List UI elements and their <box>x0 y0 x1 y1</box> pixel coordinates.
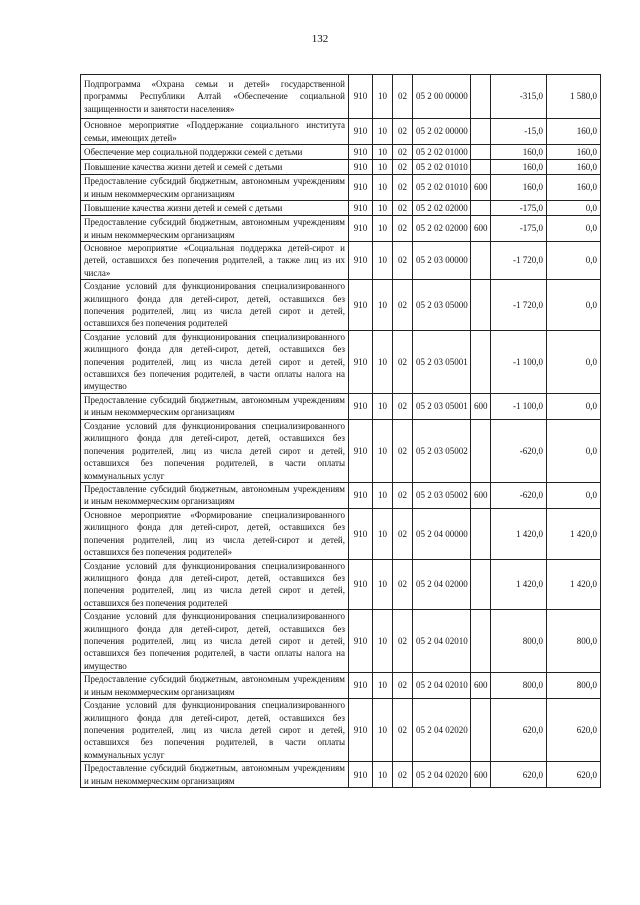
table-row <box>81 559 601 610</box>
row-sum2-cell: 1 420,0 <box>547 559 601 610</box>
row-gr-cell: 910 <box>349 419 373 482</box>
table-row <box>81 610 601 673</box>
row-vr-cell <box>471 610 491 673</box>
row-sum1-cell: 160,0 <box>491 175 547 201</box>
row-sum1-cell: -1 720,0 <box>491 242 547 280</box>
table-row <box>81 508 601 559</box>
row-name-cell: Предоставление субсидий бюджетным, автономным учреждениям и иным некоммерческим организациям <box>81 762 349 788</box>
table-row <box>81 242 601 280</box>
row-rz-cell: 10 <box>373 330 393 393</box>
row-vr-cell: 600 <box>471 393 491 419</box>
row-sum2-cell: 0,0 <box>547 482 601 508</box>
row-sum1-cell: -315,0 <box>491 75 547 119</box>
row-vr-cell: 600 <box>471 762 491 788</box>
row-sum1-cell: 160,0 <box>491 160 547 175</box>
row-pr-cell: 02 <box>393 201 413 216</box>
row-name-cell: Предоставление субсидий бюджетным, автономным учреждениям и иным некоммерческим организациям <box>81 175 349 201</box>
row-sum2-cell: 800,0 <box>547 673 601 699</box>
row-pr-cell: 02 <box>393 482 413 508</box>
row-csr-cell: 05 2 02 01010 <box>413 160 471 175</box>
table-row <box>81 280 601 331</box>
row-sum2-cell: 0,0 <box>547 393 601 419</box>
row-vr-cell <box>471 119 491 145</box>
row-vr-cell <box>471 201 491 216</box>
row-name-cell: Подпрограмма «Охрана семьи и детей» государственной программы Республики Алтай «Обеспечение социальной защищенности и занятости населения» <box>81 75 349 119</box>
row-name-cell: Создание условий для функционирования специализированного жилищного фонда для детей-сирот, детей, оставшихся без попечения родителей, лиц из числа детей сирот и детей, оставшихся без попечения родителей <box>81 280 349 331</box>
row-sum1-cell: -15,0 <box>491 119 547 145</box>
row-sum1-cell: -1 720,0 <box>491 280 547 331</box>
row-csr-cell: 05 2 02 00000 <box>413 119 471 145</box>
row-rz-cell: 10 <box>373 610 393 673</box>
row-rz-cell: 10 <box>373 145 393 160</box>
row-vr-cell: 600 <box>471 673 491 699</box>
row-name-cell: Создание условий для функционирования специализированного жилищного фонда для детей-сирот, детей, оставшихся без попечения родителей, лиц из числа детей сирот и детей, оставшихся без попечения родителей, в части оплаты коммунальных услуг <box>81 699 349 762</box>
row-rz-cell: 10 <box>373 160 393 175</box>
row-rz-cell: 10 <box>373 419 393 482</box>
row-sum2-cell: 160,0 <box>547 175 601 201</box>
row-csr-cell: 05 2 02 01000 <box>413 145 471 160</box>
table-row <box>81 482 601 508</box>
row-gr-cell: 910 <box>349 699 373 762</box>
row-name-cell: Предоставление субсидий бюджетным, автономным учреждениям и иным некоммерческим организациям <box>81 393 349 419</box>
row-csr-cell: 05 2 04 02000 <box>413 559 471 610</box>
table-row <box>81 216 601 242</box>
row-sum2-cell: 0,0 <box>547 419 601 482</box>
row-csr-cell: 05 2 03 05002 <box>413 482 471 508</box>
row-gr-cell: 910 <box>349 160 373 175</box>
row-vr-cell: 600 <box>471 175 491 201</box>
row-gr-cell: 910 <box>349 201 373 216</box>
row-sum2-cell: 800,0 <box>547 610 601 673</box>
row-csr-cell: 05 2 02 01010 <box>413 175 471 201</box>
row-csr-cell: 05 2 00 00000 <box>413 75 471 119</box>
row-pr-cell: 02 <box>393 393 413 419</box>
row-sum2-cell: 160,0 <box>547 145 601 160</box>
row-rz-cell: 10 <box>373 280 393 331</box>
row-rz-cell: 10 <box>373 175 393 201</box>
row-vr-cell <box>471 160 491 175</box>
row-rz-cell: 10 <box>373 762 393 788</box>
row-csr-cell: 05 2 04 02010 <box>413 673 471 699</box>
row-pr-cell: 02 <box>393 160 413 175</box>
row-vr-cell <box>471 145 491 160</box>
row-pr-cell: 02 <box>393 419 413 482</box>
table-row <box>81 75 601 119</box>
row-sum2-cell: 1 420,0 <box>547 508 601 559</box>
row-gr-cell: 910 <box>349 330 373 393</box>
row-csr-cell: 05 2 02 02000 <box>413 216 471 242</box>
table-row <box>81 762 601 788</box>
table-row <box>81 119 601 145</box>
row-csr-cell: 05 2 04 02020 <box>413 762 471 788</box>
table-row <box>81 330 601 393</box>
row-vr-cell <box>471 508 491 559</box>
table-row <box>81 673 601 699</box>
row-pr-cell: 02 <box>393 508 413 559</box>
row-gr-cell: 910 <box>349 482 373 508</box>
row-sum2-cell: 1 580,0 <box>547 75 601 119</box>
row-rz-cell: 10 <box>373 216 393 242</box>
row-csr-cell: 05 2 03 05002 <box>413 419 471 482</box>
row-gr-cell: 910 <box>349 216 373 242</box>
row-vr-cell <box>471 330 491 393</box>
row-name-cell: Повышение качества жизни детей и семей с детьми <box>81 160 349 175</box>
row-sum2-cell: 0,0 <box>547 201 601 216</box>
row-gr-cell: 910 <box>349 280 373 331</box>
row-pr-cell: 02 <box>393 119 413 145</box>
row-sum2-cell: 0,0 <box>547 330 601 393</box>
row-csr-cell: 05 2 03 05000 <box>413 280 471 331</box>
budget-table <box>80 74 601 788</box>
row-gr-cell: 910 <box>349 175 373 201</box>
row-gr-cell: 910 <box>349 559 373 610</box>
row-pr-cell: 02 <box>393 75 413 119</box>
row-sum1-cell: -620,0 <box>491 482 547 508</box>
row-pr-cell: 02 <box>393 242 413 280</box>
row-name-cell: Обеспечение мер социальной поддержки семей с детьми <box>81 145 349 160</box>
row-csr-cell: 05 2 03 00000 <box>413 242 471 280</box>
budget-table-body <box>81 75 601 788</box>
row-vr-cell <box>471 559 491 610</box>
row-name-cell: Создание условий для функционирования специализированного жилищного фонда для детей-сирот, детей, оставшихся без попечения родителей, лиц из числа детей сирот и детей, оставшихся без попечения родителей, в части оплаты налога на имущество <box>81 330 349 393</box>
table-row <box>81 175 601 201</box>
table-row <box>81 393 601 419</box>
row-gr-cell: 910 <box>349 508 373 559</box>
row-name-cell: Создание условий для функционирования специализированного жилищного фонда для детей-сирот, детей, оставшихся без попечения родителей, лиц из числа детей сирот и детей, оставшихся без попечения родителей, в части оплаты коммунальных услуг <box>81 419 349 482</box>
row-sum2-cell: 0,0 <box>547 280 601 331</box>
table-row <box>81 699 601 762</box>
row-vr-cell <box>471 699 491 762</box>
row-sum1-cell: 800,0 <box>491 673 547 699</box>
row-name-cell: Основное мероприятие «Социальная поддержка детей-сирот и детей, оставшихся без попечения родителей, а также лиц из их числа» <box>81 242 349 280</box>
row-vr-cell: 600 <box>471 216 491 242</box>
row-rz-cell: 10 <box>373 673 393 699</box>
row-sum2-cell: 620,0 <box>547 762 601 788</box>
row-sum2-cell: 0,0 <box>547 216 601 242</box>
row-vr-cell <box>471 419 491 482</box>
row-csr-cell: 05 2 04 02020 <box>413 699 471 762</box>
row-gr-cell: 910 <box>349 75 373 119</box>
row-sum2-cell: 0,0 <box>547 242 601 280</box>
row-pr-cell: 02 <box>393 559 413 610</box>
row-rz-cell: 10 <box>373 559 393 610</box>
row-vr-cell <box>471 75 491 119</box>
row-sum1-cell: -1 100,0 <box>491 330 547 393</box>
row-sum2-cell: 160,0 <box>547 160 601 175</box>
row-sum1-cell: 1 420,0 <box>491 559 547 610</box>
row-pr-cell: 02 <box>393 673 413 699</box>
row-gr-cell: 910 <box>349 673 373 699</box>
row-gr-cell: 910 <box>349 242 373 280</box>
row-rz-cell: 10 <box>373 508 393 559</box>
row-sum1-cell: 800,0 <box>491 610 547 673</box>
row-rz-cell: 10 <box>373 482 393 508</box>
row-name-cell: Создание условий для функционирования специализированного жилищного фонда для детей-сирот, детей, оставшихся без попечения родителей, лиц из числа детей сирот и детей, оставшихся без попечения родителей, в части оплаты налога на имущество <box>81 610 349 673</box>
row-pr-cell: 02 <box>393 175 413 201</box>
row-sum2-cell: 160,0 <box>547 119 601 145</box>
row-sum1-cell: 620,0 <box>491 762 547 788</box>
row-sum1-cell: -1 100,0 <box>491 393 547 419</box>
row-vr-cell: 600 <box>471 482 491 508</box>
row-vr-cell <box>471 280 491 331</box>
row-gr-cell: 910 <box>349 610 373 673</box>
row-name-cell: Предоставление субсидий бюджетным, автономным учреждениям и иным некоммерческим организациям <box>81 216 349 242</box>
row-rz-cell: 10 <box>373 699 393 762</box>
row-rz-cell: 10 <box>373 75 393 119</box>
row-sum1-cell: 1 420,0 <box>491 508 547 559</box>
row-name-cell: Основное мероприятие «Поддержание социального института семьи, имеющих детей» <box>81 119 349 145</box>
row-name-cell: Основное мероприятие «Формирование специализированного жилищного фонда для детей-сирот, детей, оставшихся без попечения родителей, лиц из числа детей-сирот и детей, оставшихся без попечения родителей» <box>81 508 349 559</box>
row-name-cell: Предоставление субсидий бюджетным, автономным учреждениям и иным некоммерческим организациям <box>81 673 349 699</box>
row-sum1-cell: -620,0 <box>491 419 547 482</box>
row-sum1-cell: 160,0 <box>491 145 547 160</box>
row-csr-cell: 05 2 04 02010 <box>413 610 471 673</box>
row-csr-cell: 05 2 02 02000 <box>413 201 471 216</box>
page-number: 132 <box>311 33 329 45</box>
row-gr-cell: 910 <box>349 393 373 419</box>
row-sum1-cell: -175,0 <box>491 201 547 216</box>
table-row <box>81 145 601 160</box>
row-gr-cell: 910 <box>349 145 373 160</box>
row-sum2-cell: 620,0 <box>547 699 601 762</box>
row-pr-cell: 02 <box>393 762 413 788</box>
row-csr-cell: 05 2 03 05001 <box>413 330 471 393</box>
row-rz-cell: 10 <box>373 119 393 145</box>
row-pr-cell: 02 <box>393 145 413 160</box>
row-name-cell: Повышение качества жизни детей и семей с детьми <box>81 201 349 216</box>
row-csr-cell: 05 2 04 00000 <box>413 508 471 559</box>
row-rz-cell: 10 <box>373 201 393 216</box>
table-row <box>81 419 601 482</box>
row-sum1-cell: 620,0 <box>491 699 547 762</box>
row-csr-cell: 05 2 03 05001 <box>413 393 471 419</box>
row-pr-cell: 02 <box>393 330 413 393</box>
row-pr-cell: 02 <box>393 280 413 331</box>
row-gr-cell: 910 <box>349 762 373 788</box>
row-pr-cell: 02 <box>393 216 413 242</box>
row-pr-cell: 02 <box>393 610 413 673</box>
row-pr-cell: 02 <box>393 699 413 762</box>
row-vr-cell <box>471 242 491 280</box>
row-name-cell: Создание условий для функционирования специализированного жилищного фонда для детей-сирот, детей, оставшихся без попечения родителей, лиц из числа детей сирот и детей, оставшихся без попечения родителей <box>81 559 349 610</box>
row-sum1-cell: -175,0 <box>491 216 547 242</box>
row-name-cell: Предоставление субсидий бюджетным, автономным учреждениям и иным некоммерческим организациям <box>81 482 349 508</box>
table-row <box>81 201 601 216</box>
table-row <box>81 160 601 175</box>
row-gr-cell: 910 <box>349 119 373 145</box>
row-rz-cell: 10 <box>373 242 393 280</box>
row-rz-cell: 10 <box>373 393 393 419</box>
